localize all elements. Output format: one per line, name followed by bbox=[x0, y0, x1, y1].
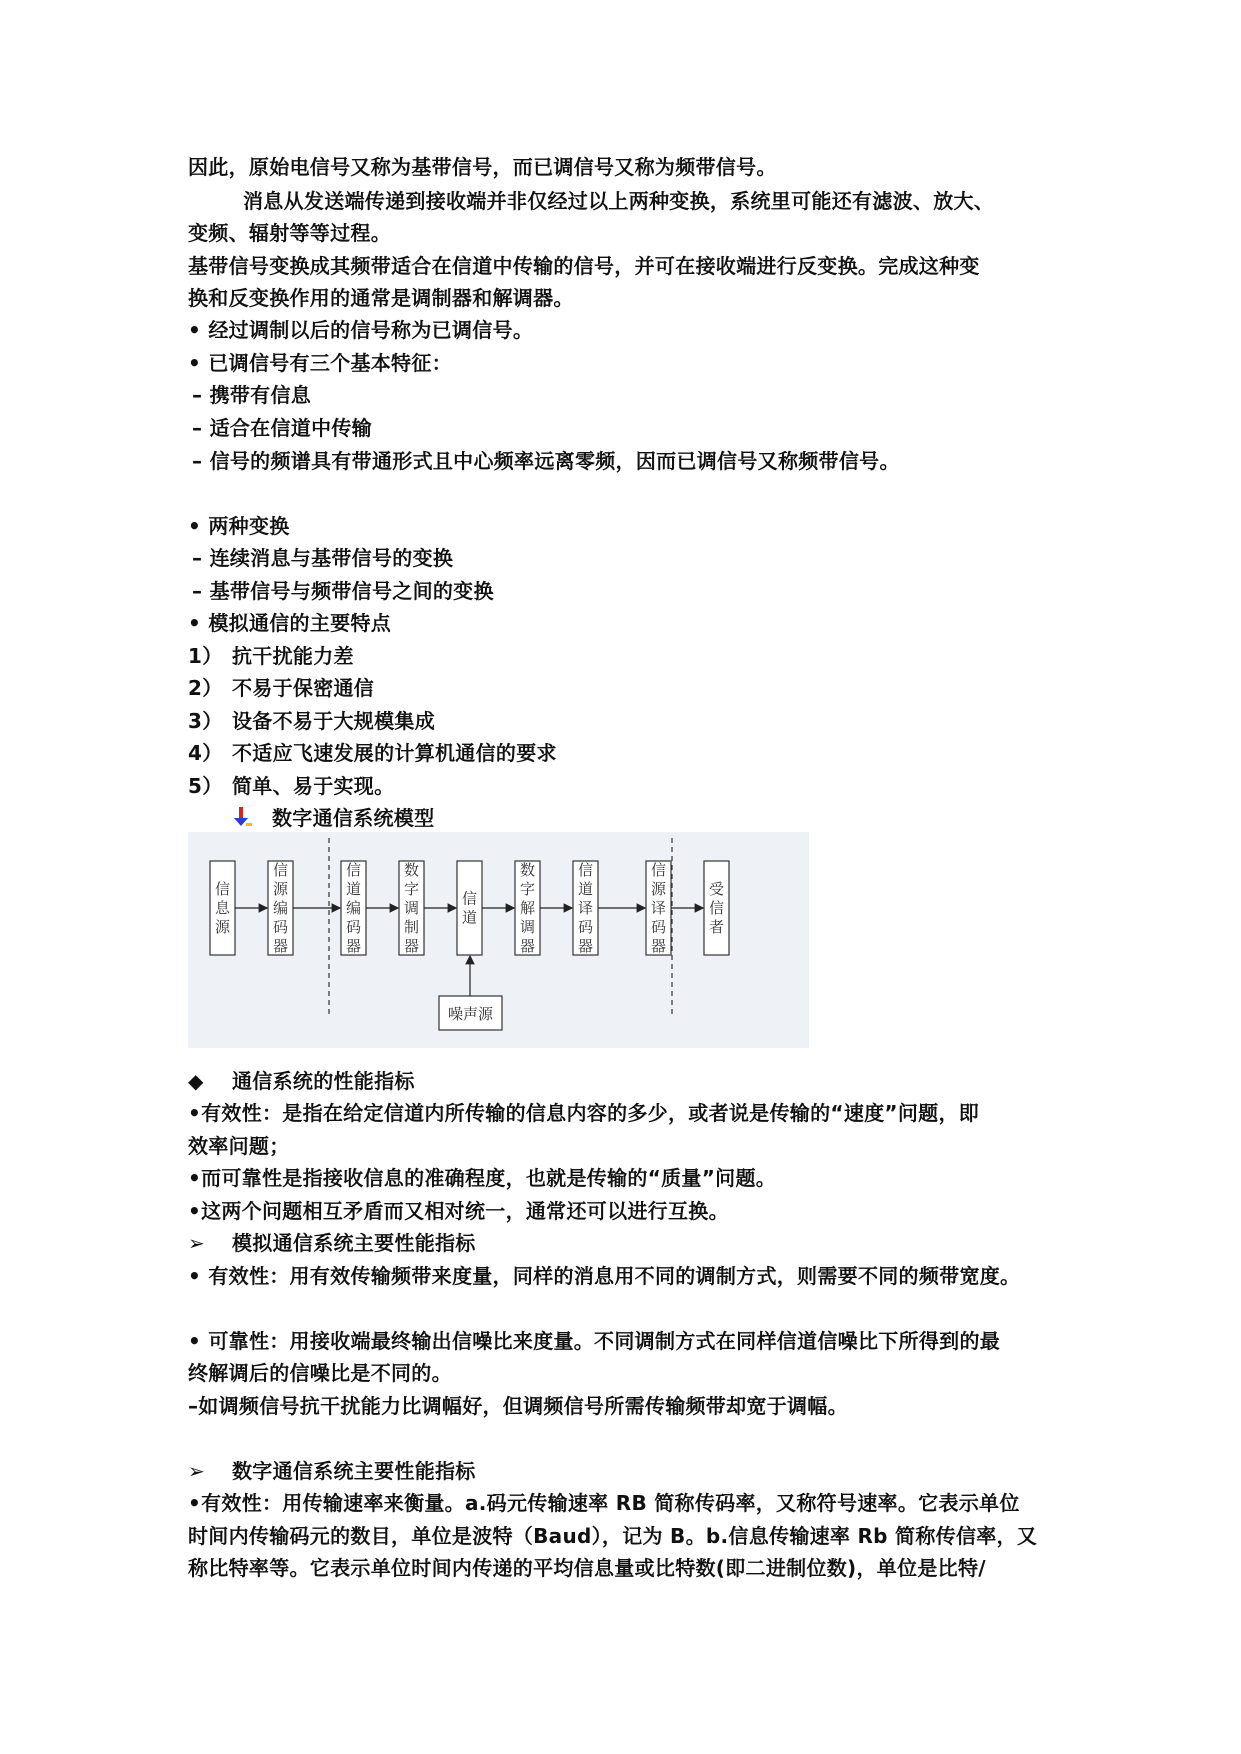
diagram-box-label: 源 bbox=[650, 880, 667, 898]
down-arrow-icon bbox=[232, 806, 254, 828]
numbered-item bbox=[188, 706, 435, 736]
item-number: 5） bbox=[188, 774, 223, 798]
diagram-box bbox=[457, 861, 482, 955]
arrow-bullet-icon: ➢ bbox=[188, 1459, 206, 1483]
paragraph-line: •有效性：是指在给定信道内所传输的信息内容的多少，或者说是传输的“速度”问题，即 bbox=[188, 1101, 980, 1125]
item-text: 设备不易于大规模集成 bbox=[232, 709, 435, 733]
diagram-box-label: 信 bbox=[345, 861, 362, 879]
numbered-item bbox=[188, 641, 354, 671]
diamond-bullet-icon: ◆ bbox=[188, 1069, 204, 1093]
diagram-box-label: 数 bbox=[403, 861, 420, 879]
diagram-box-label: 器 bbox=[519, 937, 536, 955]
diagram-box bbox=[268, 861, 293, 955]
diagram-box-label: 编 bbox=[272, 899, 289, 917]
section-heading-text: 数字通信系统主要性能指标 bbox=[232, 1459, 476, 1483]
noise-source-label: 噪声源 bbox=[447, 1005, 494, 1023]
diagram-box bbox=[704, 861, 729, 955]
section-heading-text: 通信系统的性能指标 bbox=[232, 1069, 415, 1093]
sub-bullet-item: – 连续消息与基带信号的变换 bbox=[192, 546, 454, 570]
item-text: 抗干扰能力差 bbox=[232, 644, 354, 668]
paragraph-line: 效率问题； bbox=[188, 1134, 290, 1158]
sub-bullet-item: – 基带信号与频带信号之间的变换 bbox=[192, 579, 494, 603]
diagram-box-label: 信 bbox=[214, 880, 231, 898]
diagram-box-label: 器 bbox=[272, 937, 289, 955]
diagram-box-label: 字 bbox=[403, 880, 420, 898]
diagram-box-label: 数 bbox=[519, 861, 536, 879]
bullet-item: • 两种变换 bbox=[188, 514, 290, 538]
diagram-box-label: 编 bbox=[345, 899, 362, 917]
item-number: 4） bbox=[188, 741, 223, 765]
paragraph-line: 基带信号变换成其频带适合在信道中传输的信号，并可在接收端进行反变换。完成这种变 bbox=[188, 254, 980, 278]
paragraph-line: –如调频信号抗干扰能力比调幅好，但调频信号所需传输频带却宽于调幅。 bbox=[188, 1394, 848, 1418]
diagram-box-label: 器 bbox=[345, 937, 362, 955]
paragraph-line: 变频、辐射等等过程。 bbox=[188, 221, 391, 245]
diagram-box-label: 码 bbox=[345, 918, 362, 936]
diagram-box-label: 信 bbox=[577, 861, 594, 879]
diagram-box-label: 信 bbox=[272, 861, 289, 879]
diagram-box-label: 息 bbox=[214, 899, 231, 917]
section-heading bbox=[188, 1066, 415, 1096]
item-number: 3） bbox=[188, 709, 223, 733]
bullet-item: • 经过调制以后的信号称为已调信号。 bbox=[188, 318, 534, 342]
arrow-bullet-icon: ➢ bbox=[188, 1231, 206, 1255]
bullet-item: • 模拟通信的主要特点 bbox=[188, 611, 392, 635]
diagram-box-label: 调 bbox=[403, 899, 420, 917]
diagram-box-label: 源 bbox=[214, 918, 231, 936]
paragraph-line: 换和反变换作用的通常是调制器和解调器。 bbox=[188, 286, 574, 310]
diagram-box bbox=[399, 861, 424, 955]
diagram-box-label: 道 bbox=[345, 880, 362, 898]
paragraph-line: • 可靠性：用接收端最终输出信噪比来度量。不同调制方式在同样信道信噪比下所得到的最 bbox=[188, 1329, 1001, 1353]
diagram-box-label: 译 bbox=[650, 899, 667, 917]
item-text: 不易于保密通信 bbox=[232, 676, 375, 700]
diagram-box bbox=[210, 861, 235, 955]
diagram-box-label: 器 bbox=[403, 937, 420, 955]
section-heading bbox=[188, 1228, 476, 1258]
sub-bullet-item: – 适合在信道中传输 bbox=[192, 416, 372, 440]
section-heading-text: 模拟通信系统主要性能指标 bbox=[232, 1231, 476, 1255]
system-model-diagram bbox=[188, 832, 809, 1048]
diagram-box-label: 道 bbox=[461, 908, 478, 927]
paragraph-line: 称比特率等。它表示单位时间内传递的平均信息量或比特数(即二进制位数)，单位是比特/ bbox=[188, 1556, 986, 1580]
item-text: 简单、易于实现。 bbox=[232, 774, 395, 798]
sub-bullet-item: – 携带有信息 bbox=[192, 383, 312, 407]
paragraph-line: 消息从发送端传递到接收端并非仅经过以上两种变换，系统里可能还有滤波、放大、 bbox=[243, 189, 995, 213]
item-number: 1） bbox=[188, 644, 223, 668]
bullet-item: • 已调信号有三个基本特征： bbox=[188, 351, 452, 375]
diagram-heading-text: 数字通信系统模型 bbox=[272, 806, 435, 830]
numbered-item bbox=[188, 738, 557, 768]
numbered-item bbox=[188, 771, 394, 801]
diagram-box-label: 信 bbox=[650, 861, 667, 879]
paragraph-line: •而可靠性是指接收信息的准确程度，也就是传输的“质量”问题。 bbox=[188, 1166, 777, 1190]
diagram-box-label: 者 bbox=[708, 918, 725, 936]
diagram-box-label: 码 bbox=[272, 918, 289, 936]
diagram-box bbox=[646, 861, 671, 955]
diagram-box-label: 源 bbox=[272, 880, 289, 898]
diagram-box-label: 信 bbox=[708, 899, 725, 917]
diagram-box-label: 字 bbox=[519, 880, 536, 898]
section-heading bbox=[188, 1456, 476, 1486]
diagram-box-label: 信 bbox=[461, 889, 478, 908]
diagram-box-label: 码 bbox=[650, 918, 667, 936]
diagram-svg bbox=[188, 832, 809, 1048]
paragraph-line: 因此，原始电信号又称为基带信号，而已调信号又称为频带信号。 bbox=[188, 155, 777, 179]
paragraph-line: 终解调后的信噪比是不同的。 bbox=[188, 1361, 452, 1385]
diagram-box-label: 码 bbox=[577, 918, 594, 936]
paragraph-line: •有效性：用传输速率来衡量。a.码元传输速率 RB 简称传码率，又称符号速率。它表示单位 bbox=[188, 1491, 1020, 1515]
paragraph-line: • 有效性：用有效传输频带来度量，同样的消息用不同的调制方式，则需要不同的频带宽度。 bbox=[188, 1264, 1021, 1288]
paragraph-line: 时间内传输码元的数目，单位是波特（Baud），记为 B。b.信息传输速率 Rb 简称传信率，又 bbox=[188, 1524, 1038, 1548]
diagram-box-label: 调 bbox=[519, 918, 536, 936]
diagram-box-label: 道 bbox=[577, 880, 594, 898]
item-text: 不适应飞速发展的计算机通信的要求 bbox=[232, 741, 557, 765]
diagram-box bbox=[573, 861, 598, 955]
diagram-box-label: 解 bbox=[519, 899, 536, 917]
diagram-box-label: 器 bbox=[650, 937, 667, 955]
diagram-heading bbox=[232, 803, 434, 833]
sub-bullet-item: – 信号的频谱具有带通形式且中心频率远离零频，因而已调信号又称频带信号。 bbox=[192, 449, 900, 473]
diagram-box-label: 受 bbox=[708, 880, 725, 898]
diagram-box bbox=[341, 861, 366, 955]
diagram-box bbox=[515, 861, 540, 955]
numbered-item bbox=[188, 673, 374, 703]
diagram-box-label: 制 bbox=[403, 918, 420, 936]
paragraph-line: •这两个问题相互矛盾而又相对统一，通常还可以进行互换。 bbox=[188, 1199, 729, 1223]
item-number: 2） bbox=[188, 676, 223, 700]
diagram-box-label: 器 bbox=[577, 937, 594, 955]
diagram-box-label: 译 bbox=[577, 899, 594, 917]
